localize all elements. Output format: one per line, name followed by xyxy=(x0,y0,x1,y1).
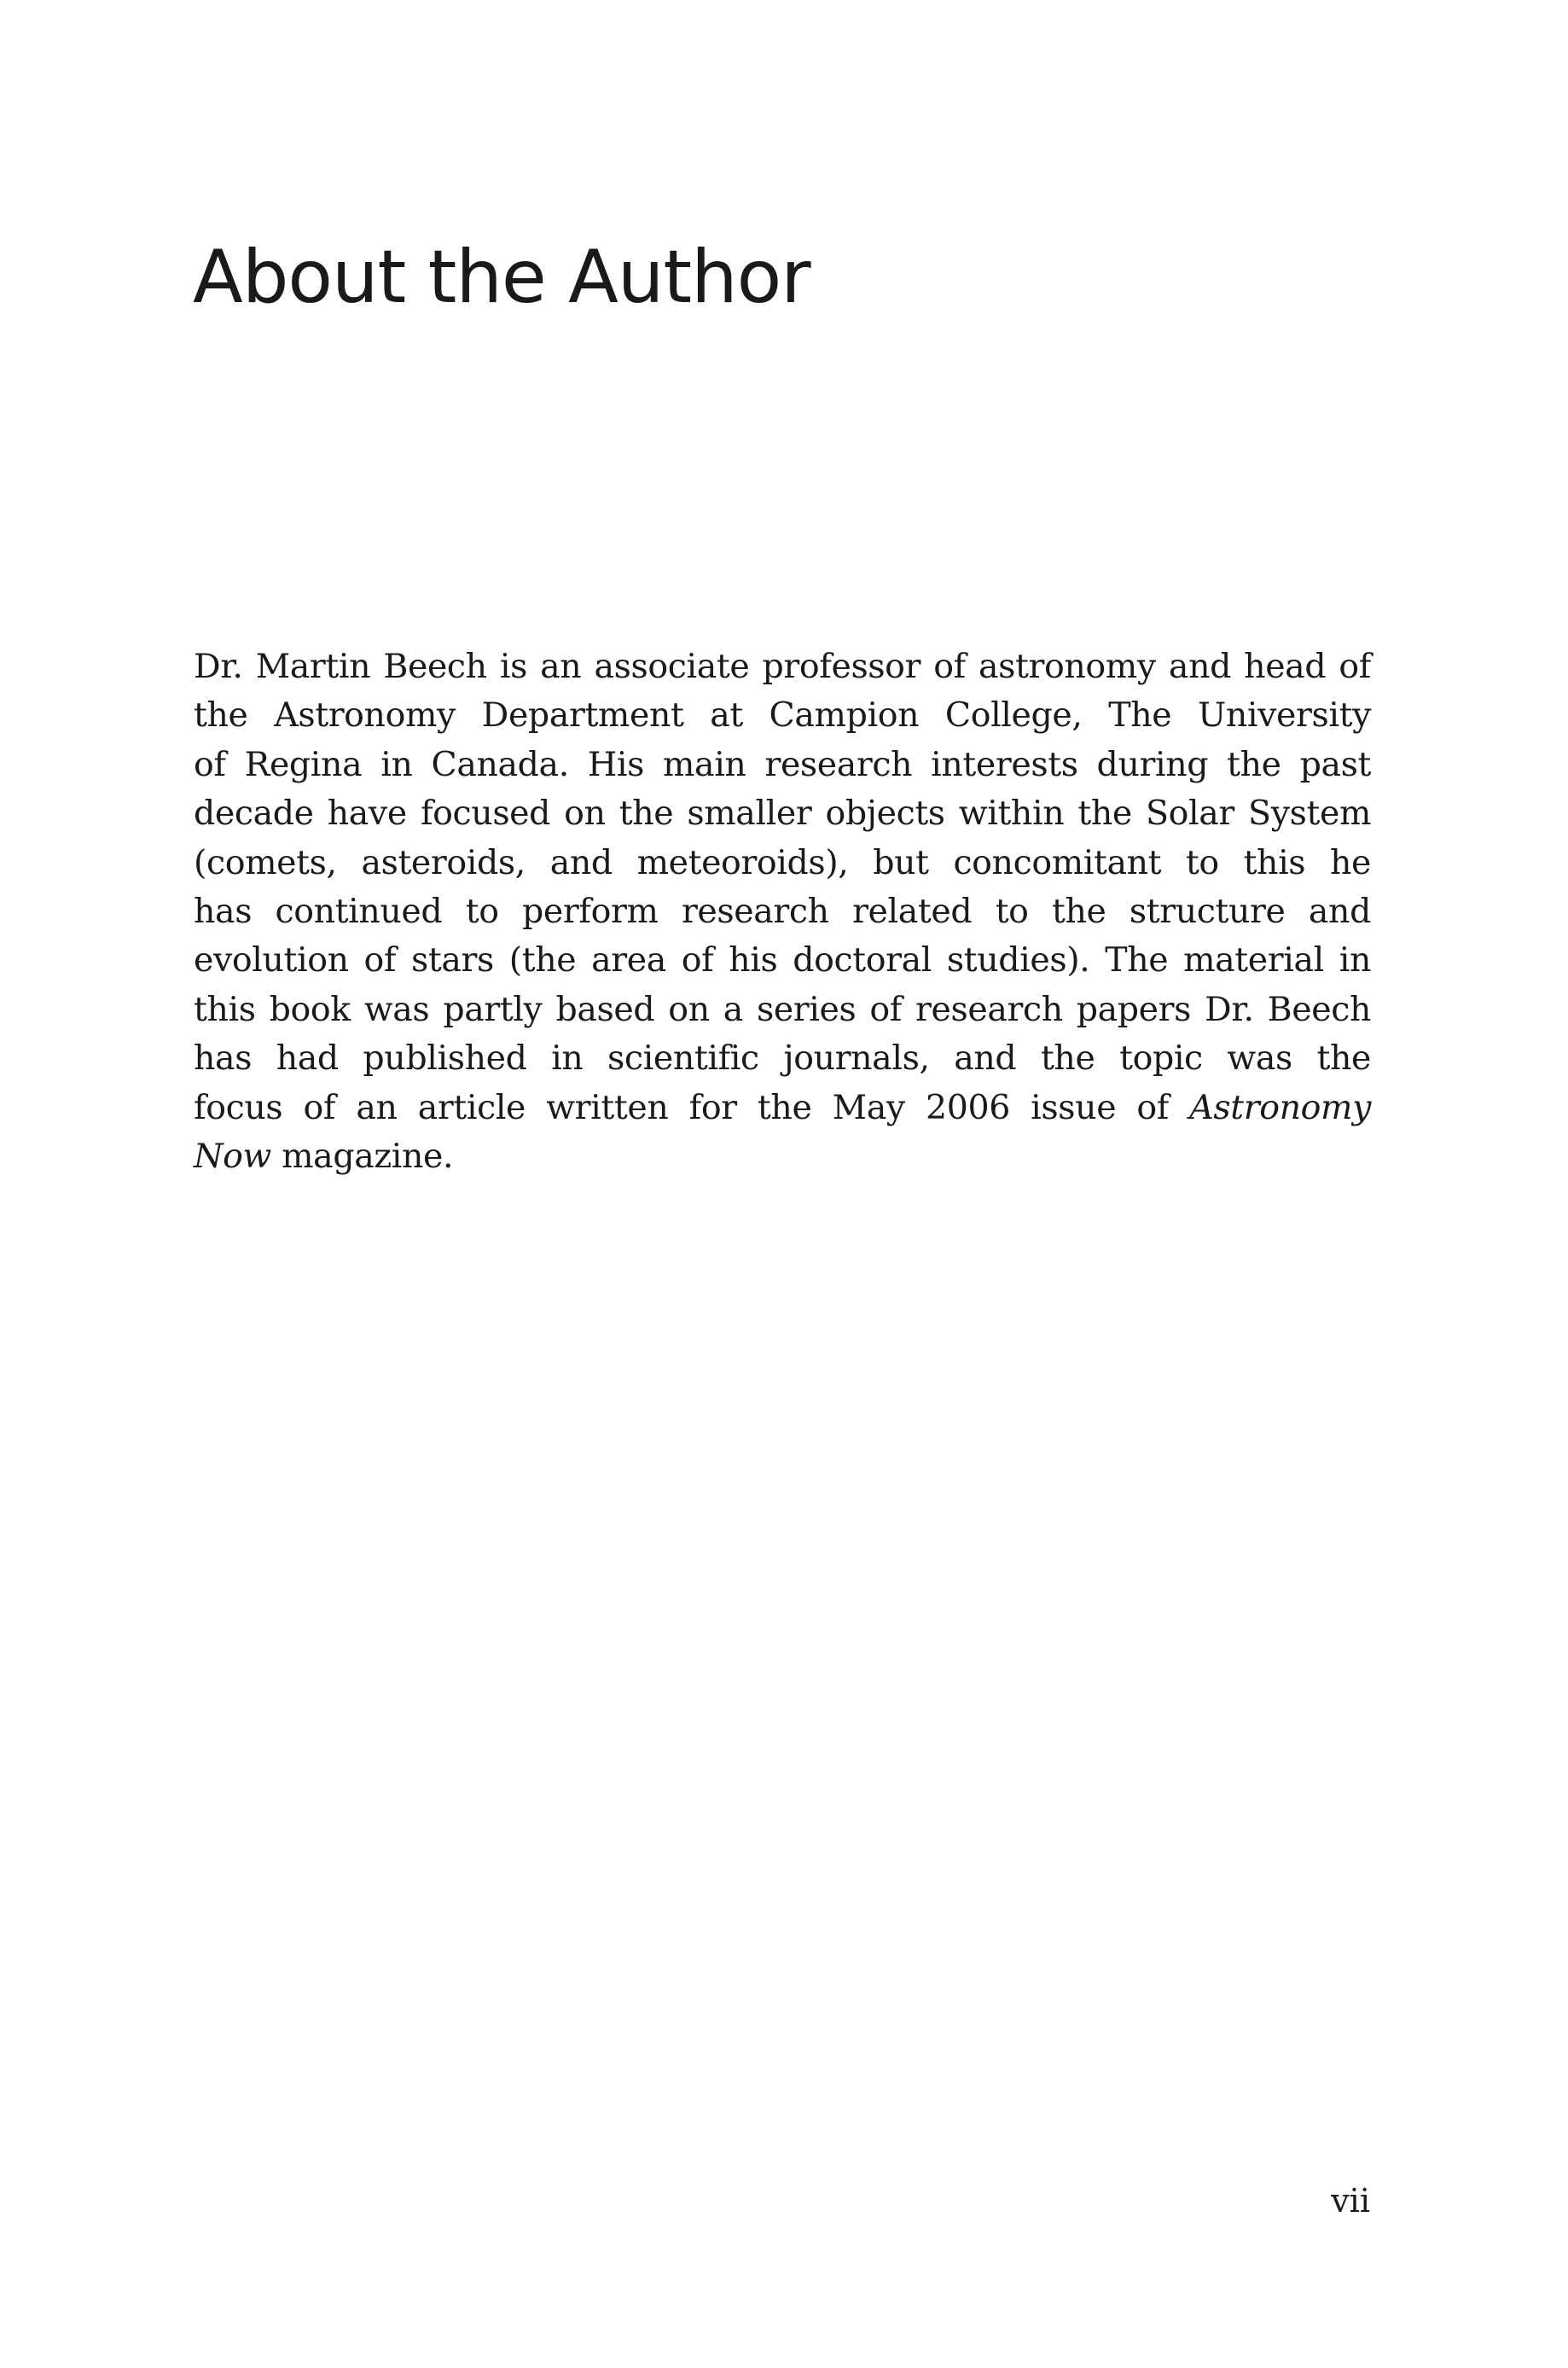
page-number: vii xyxy=(1331,2182,1370,2220)
bio-line xyxy=(194,1084,1371,1132)
bio-line: the Astronomy Department at Campion College, The University xyxy=(194,695,1371,736)
magazine-title-part-2: Now xyxy=(194,1137,271,1177)
author-bio-paragraph xyxy=(194,643,1371,1181)
bio-line: has continued to perform research related to the structure and xyxy=(194,892,1371,932)
bio-line: evolution of stars (the area of his doctoral studies). The material in xyxy=(194,940,1371,980)
bio-line: decade have focused on the smaller objects within the Solar System xyxy=(194,794,1371,834)
page-title: About the Author xyxy=(193,235,810,320)
bio-line xyxy=(194,1132,1371,1181)
bio-line-text: magazine. xyxy=(270,1137,454,1177)
bio-line: of Regina in Canada. His main research interests during the past xyxy=(194,744,1371,784)
bio-line: has had published in scientific journals, and the topic was the xyxy=(194,1039,1371,1079)
bio-line: Dr. Martin Beech is an associate professor of astronomy and head of xyxy=(194,647,1371,686)
magazine-title-part-1: Astronomy xyxy=(1189,1087,1371,1127)
bio-line: (comets, asteroids, and meteoroids), but concomitant to this he xyxy=(194,842,1371,882)
bio-line-text: focus of an article written for the May 2006 issue of xyxy=(194,1087,1190,1127)
bio-line: this book was partly based on a series of research papers Dr. Beech xyxy=(194,989,1371,1029)
